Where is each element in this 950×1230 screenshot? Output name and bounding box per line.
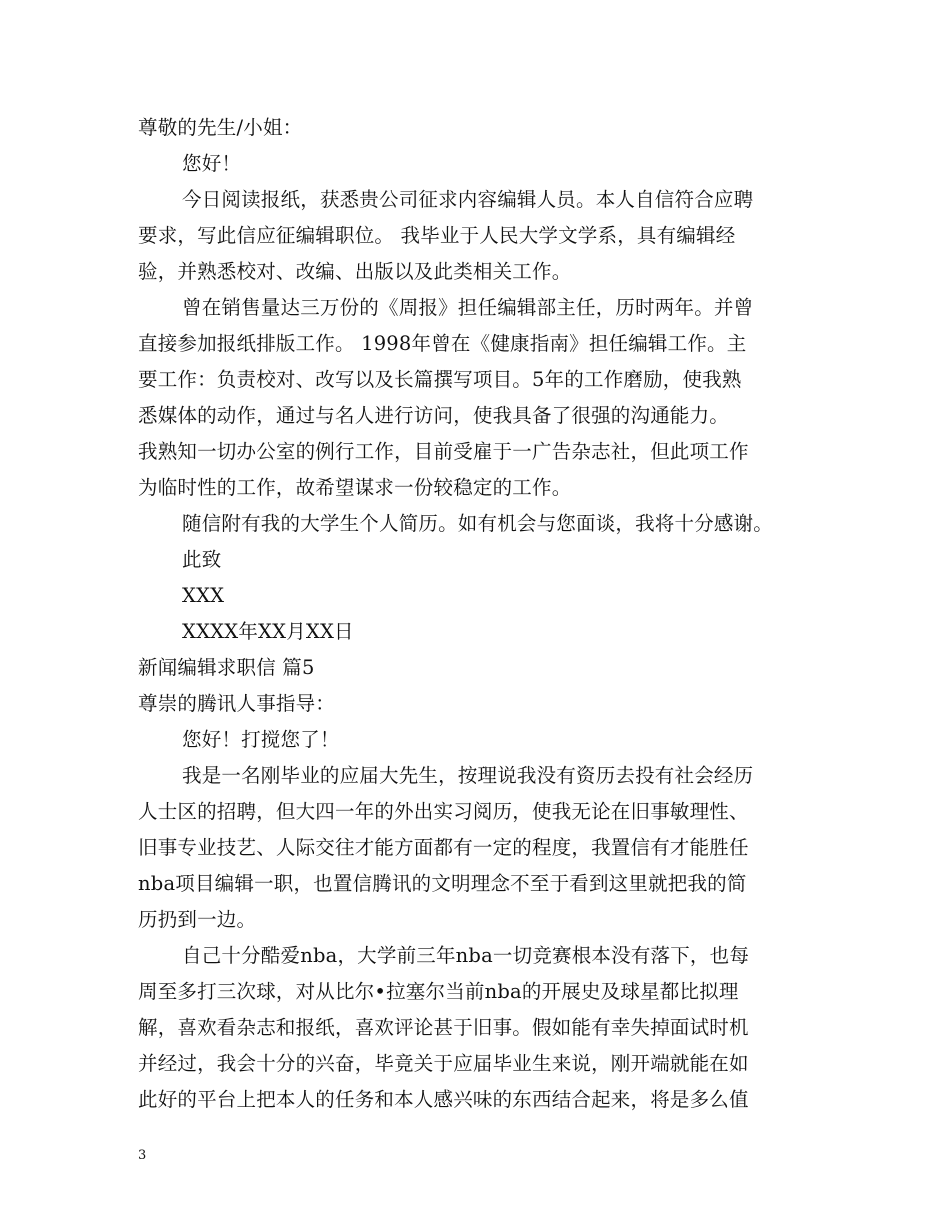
text-line: 验，并熟悉校对、改编、出版以及此类相关工作。 <box>138 260 572 283</box>
text-line: 随信附有我的大学生个人简历。如有机会与您面谈，我将十分感谢。 <box>182 512 774 535</box>
section-heading: 新闻编辑求职信 篇5 <box>138 656 315 679</box>
text-line: 人士区的招聘，但大四一年的外出实习阅历，使我无论在旧事敏理性、 <box>138 800 749 823</box>
text-line: 并经过，我会十分的兴奋，毕竟关于应届毕业生来说，刚开端就能在如 <box>138 1052 749 1075</box>
text-line: 尊敬的先生/小姐： <box>138 116 303 139</box>
text-line: 您好！ <box>182 152 242 175</box>
text-line: 旧事专业技艺、人际交往才能方面都有一定的程度，我置信有才能胜任 <box>138 836 749 859</box>
text-line: 历扔到一边。 <box>138 908 257 931</box>
text-line: 解，喜欢看杂志和报纸，喜欢评论甚于旧事。假如能有幸失掉面试时机 <box>138 1016 749 1039</box>
page-number: 3 <box>138 1148 147 1163</box>
text-line: 周至多打三次球，对从比尔•拉塞尔当前nba的开展史及球星都比拟理 <box>138 980 739 1003</box>
text-line: 此好的平台上把本人的任务和本人感兴味的东西结合起来，将是多么值 <box>138 1088 749 1111</box>
text-line: 要求，写此信应征编辑职位。 我毕业于人民大学文学系，具有编辑经 <box>138 224 736 247</box>
text-line: nba项目编辑一职，也置信腾讯的文明理念不至于看到这里就把我的简 <box>138 872 747 895</box>
text-line: 此致 <box>182 548 222 571</box>
text-line: 为临时性的工作，故希望谋求一份较稳定的工作。 <box>138 476 572 499</box>
text-line: 自己十分酷爱nba，大学前三年nba一切竞赛根本没有落下，也每 <box>182 944 750 967</box>
text-line: 我是一名刚毕业的应届大先生，按理说我没有资历去投有社会经历 <box>182 764 754 787</box>
text-line: 直接参加报纸排版工作。 1998年曾在《健康指南》担任编辑工作。主 <box>138 332 747 355</box>
text-line: 我熟知一切办公室的例行工作，目前受雇于一广告杂志社，但此项工作 <box>138 440 749 463</box>
text-line: 今日阅读报纸，获悉贵公司征求内容编辑人员。本人自信符合应聘 <box>182 188 754 211</box>
text-line: XXX <box>182 584 225 607</box>
text-line: XXXX年XX月XX日 <box>182 620 354 643</box>
text-line: 曾在销售量达三万份的《周报》担任编辑部主任，历时两年。并曾 <box>182 296 754 319</box>
text-line: 悉媒体的动作，通过与名人进行访问，使我具备了很强的沟通能力。 <box>138 404 730 427</box>
text-line: 您好！打搅您了！ <box>182 728 340 751</box>
text-line: 尊崇的腾讯人事指导： <box>138 692 336 715</box>
text-line: 要工作：负责校对、改写以及长篇撰写项目。5年的工作磨励，使我熟 <box>138 368 742 391</box>
